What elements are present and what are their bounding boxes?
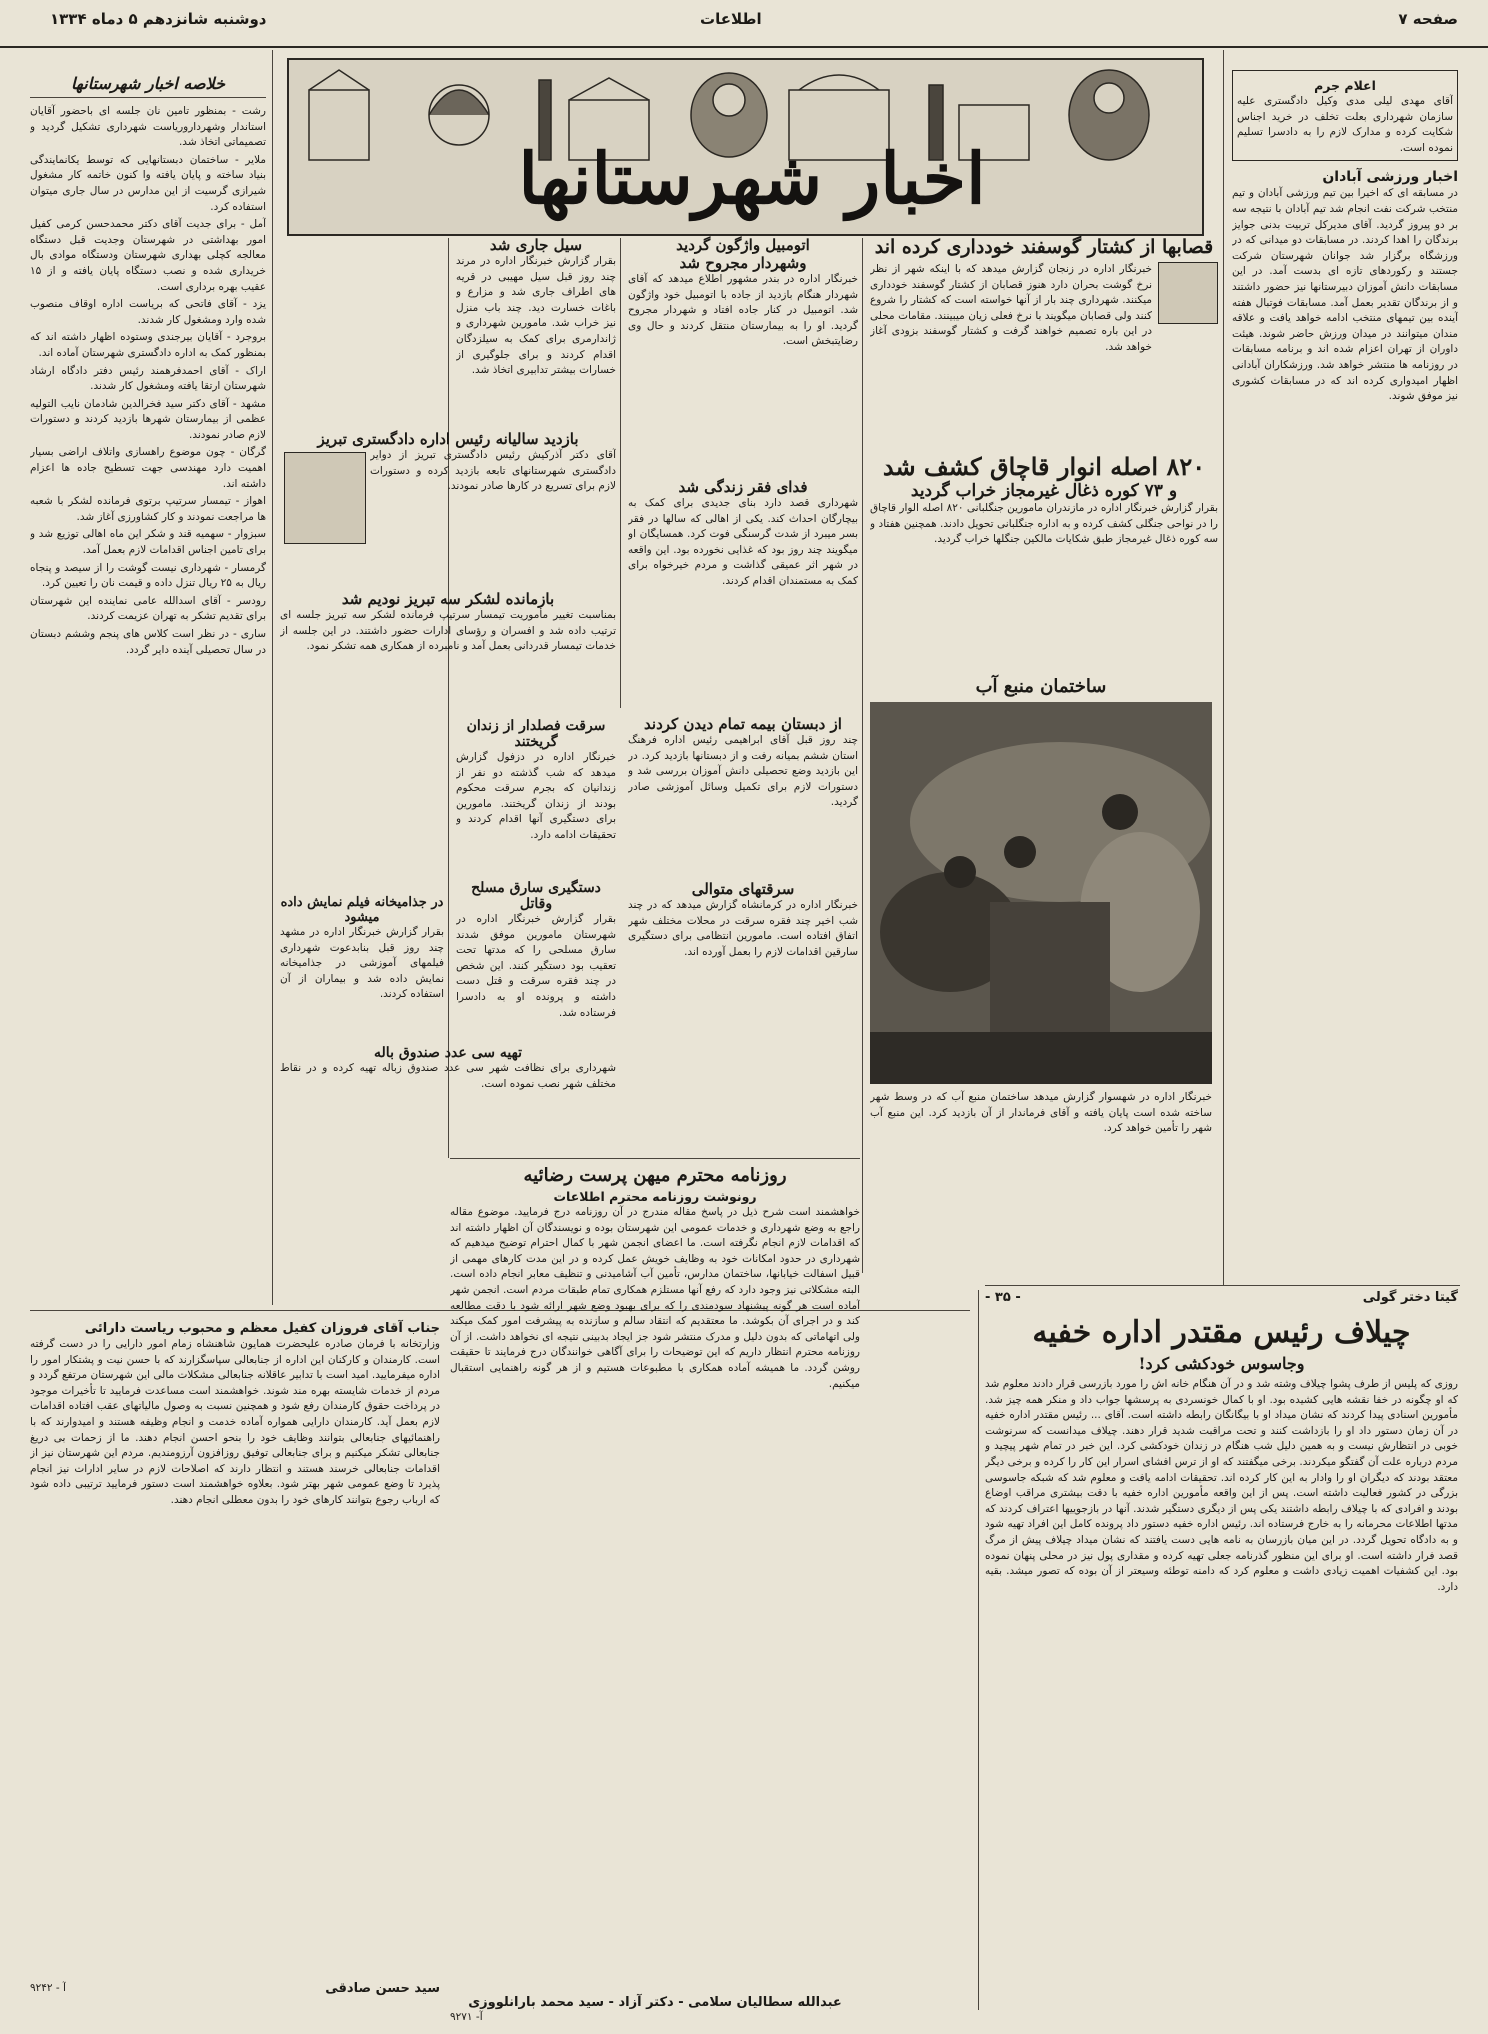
- article-body: خبرنگار اداره در کرمانشاه گزارش میدهد که در چند شب اخیر چند فقره سرقت در محلات مختلف شهر اتفاق افتاده است. مامورین انتظامی برای دستگیری سارقین اقدامات لازم را بعمل آورده اند.: [628, 899, 858, 958]
- letter-subtitle: رونوشت روزنامه محترم اطلاعات: [553, 1189, 757, 1204]
- brief-item: یزد - آقای فاتحی که بریاست اداره اوقاف منصوب شده وارد ومشغول کار شدند.: [30, 298, 266, 326]
- article-title: در جذامیخانه فیلم نمایش داده میشود: [280, 895, 444, 925]
- photo-image: [870, 702, 1212, 1084]
- column-rule: [1223, 50, 1224, 1285]
- left-column: [30, 70, 266, 1305]
- article-bins: [280, 1045, 616, 1156]
- article-subtitle: و ۷۳ کوره ذغال غیرمجاز خراب گردید: [910, 481, 1178, 501]
- article-title: ۸۲۰ اصله انوار قاچاق کشف شد: [882, 452, 1206, 481]
- article-thefts: [628, 880, 858, 1163]
- article-body: بقرار گزارش خبرنگار اداره در شهرستان مامورین موفق شدند سارق مسلحی را که مدتها تحت تعقیب بود دستگیر کنند. این شخص در چند فقره سرقت و قتل دست داشته و پرونده او به دادسرا فرستاده شد.: [456, 913, 616, 1019]
- article-title: بازمانده لشکر سه تبریز نودیم شد: [341, 590, 555, 608]
- letter-title: روزنامه محترم میهن پرست رضائیه: [523, 1165, 787, 1186]
- page-header: [0, 0, 1488, 48]
- letter-to-editor: [450, 1165, 860, 2026]
- brief-item: ملایر - ساختمان دبستانهایی که توسط یکانمایندگی بنیاد ساخته و پایان یافته وا کنون خاتمه کار مشغول شیرازی گرسیت از این مدارس در سال جاری میتوان استفاده کرد.: [30, 153, 266, 213]
- article-butchers: [870, 236, 1218, 412]
- brief-item: آمل - برای جدیت آقای دکتر محمدحسن کرمی کفیل امور بهداشتی در شهرستان وجدیت قبل دستگاه معالجه کچلی بهداری شهرستان ودستگاه موادی بال خریداری شده و نصب دستگاه پایان یافته و از ۱۵ عقیب بهره برداری است.: [30, 218, 266, 293]
- article-subtitle: وشهردار مجروح شد: [679, 254, 807, 272]
- photo-story: [870, 676, 1212, 697]
- article-car: [628, 236, 858, 452]
- photo-caption: خبرنگار اداره در شهسوار گزارش میدهد ساختمان منبع آب که در وسط شهر ساخته شده است پایان یافته و آقای فرماندار از آن بازدید کرد. این منبع آب شهر را تأمین خواهد کرد.: [870, 1091, 1212, 1135]
- notice-box: [1232, 70, 1458, 161]
- article-body: بقرار گزارش خبرنگار اداره در مشهد چند روز قبل بنابدعوت شهرداری فیلمهای آموزشی در جذامیخانه نمایش داده شد و بیماران از آن استفاده کردند.: [280, 926, 444, 1001]
- newspaper-name: اطلاعات: [700, 10, 762, 28]
- serial-title: چیلاف رئیس مقتدر اداره خفیه: [1032, 1315, 1411, 1350]
- brief-item: رودسر - آقای اسدالله عامی نماینده این شهرستان برای تقدیم تشکر به تهران عزیمت کردند.: [30, 594, 266, 623]
- article-robber: [456, 880, 616, 1052]
- article-flood: [456, 236, 616, 434]
- column-rule: [978, 1290, 979, 2010]
- article-film: [280, 895, 444, 1045]
- building-illustration-icon: [284, 452, 366, 544]
- right-column: [1232, 70, 1458, 1280]
- water-tower-photo: [870, 702, 1212, 1084]
- article-title: اتومبیل واژگون گردید: [676, 236, 810, 254]
- notice-body: آقای مهدی لیلی مدی وکیل دادگستری علیه سازمان شهرداری بعلت تخلف در خرید اجناس شکایت کرده و مدارک لازم را به دادسرا تسلیم نموده است.: [1237, 95, 1453, 154]
- sports-body: در مسابقه ای که اخیرا بین تیم ورزشی آبادان و تیم منتخب شرکت نفت انجام شد تیم آبادان با نتیجه سه بر دو پیروز گردید. آقای مدیرکل تربیت بدنی جوایز برندگان را اهدا کردند. در مسابقات دو میدانی که در ورزشگاه برگزار شد جوانان شهرستان شرکت جستند و رکوردهای تازه ای بدست آمد. در این مسابقات دانش آموزان دبیرستانها نیز حضور داشتند و از برندگان تقدیر بعمل آمد. مسابقات فوتبال هفته آینده بین تیمهای منتخب ادامه خواهد یافت و علاقه مندان میتوانند در میدان ورزش حاضر شوند. هیئت داوران از تهران اعزام شده اند و برنامه مسابقات در روزنامه ها منتشر خواهد شد. ورزشکاران آبادانی اظهار امیدواری کرده اند که در مسابقات کشوری نیز موفق شوند.: [1232, 187, 1458, 403]
- brief-item: مشهد - آقای دکتر سید فخرالدین شادمان نایب التولیه عظمی از بیمارستان شهرها بازدید کردند و دستورات لازم صادر نمودند.: [30, 397, 266, 441]
- brief-item: گرمسار - شهرداری نیست گوشت را از سیصد و پنجاه ریال به ۲۵ ریال تنزل داده و قیمت نان را تعیین کرد.: [30, 561, 266, 590]
- article-title: قصابها از کشتار گوسفند خودداری کرده اند: [874, 236, 1214, 258]
- page-number: صفحه ۷: [1398, 10, 1458, 28]
- article-poverty: [628, 478, 858, 706]
- letter-code: آ- ۹۲۷۱: [450, 2011, 483, 2023]
- article-body: بقرار گزارش خبرنگار اداره در مازندران مامورین جنگلبانی ۸۲۰ اصله الوار قاچاق را در نواحی جنگلی کشف کرده و به اداره جنگلبانی تحویل دادند. همچنین هفتاد و سه کوره ذغال غیرمجاز طبق شکایات مالکین جنگلها خراب گردید.: [870, 502, 1218, 546]
- article-inspection: [280, 430, 616, 558]
- section-banner: [287, 58, 1204, 236]
- brief-item: سبزوار - سهمیه قند و شکر این ماه اهالی توزیع شد و برای تامین اجناس اقدامات لازم بعمل آمد.: [30, 528, 266, 557]
- issue-date: دوشنبه شانزدهم ۵ دماه ۱۳۳۴: [50, 10, 267, 28]
- serial-story: [985, 1290, 1458, 1997]
- letter-signatures: عبدالله سطالیان سلامی - دکتر آزاد - سید محمد بارانلووزی: [468, 1995, 842, 2010]
- brief-item: گرگان - چون موضوع راهسازی واتلاف اراضی بسیار اهمیت دارد مهندسی جهت تسطیح جاده ها اعزام داشته اند.: [30, 446, 266, 490]
- article-body: بمناسبت تغییر مأموریت تیمسار سرتیپ فرمانده لشکر سه تبریز جلسه ای ترتیب داده شد و افسران و رؤسای ادارات حضور داشتند. در این جلسه از خدمات تیمسار قدردانی بعمل آمد و نامبرده از همکاری همه تشکر نمود.: [280, 609, 616, 653]
- sports-title: اخبار ورزشی آبادان: [1322, 169, 1458, 186]
- photo-title: ساختمان منبع آب: [975, 676, 1107, 697]
- article-body: شهرداری برای نظافت شهر سی عدد صندوق زباله تهیه کرده و در نقاط مختلف شهر نصب نموده است.: [280, 1062, 616, 1090]
- column-rule: [620, 238, 621, 708]
- letter-body: وزارتخانه با فرمان صادره علیحضرت همایون شاهنشاه زمام امور دارایی را در دست گرفته است. کارمندان و کارکنان این اداره از جنابعالی سپاسگزارند که با حسن نیت و پشتکار امور را اداره میفرمایید. امید است با تدابیر عاقلانه جنابعالی مشکلات مالی این شهرستان مرتفع گردد و مردم از خدمات شایسته بهره مند شوند. خواهشمند است مساعدت فرمایید تا تأخیرات موجود در پرداخت حقوق کارمندان رفع شود و همچنین نسبت به وصول مالیاتهای عقب افتاده اقدامات لازم بعمل آید. کارمندان دارایی همواره آماده خدمت و انجام وظیفه هستند و امیدوارند که با راهنمائیهای جنابعالی بتوانند وظایف خود را بنحو احسن انجام دهند. ما از زحمات بی دریغ جنابعالی تشکر میکنیم و برای جنابعالی توفیق روزافزون آرزومندیم. مردم این شهرستان نیز از اقدامات جنابعالی خرسند هستند و انتظار دارند که اصلاحات لازم در سایر ادارات نیز انجام پذیرد تا وضع عمومی شهر بهتر شود. بعلاوه خواهشمند است دستور فرمایید ترتیبی داده شود که ارباب رجوع بتوانند کارهای خود را بدون معطلی انجام دهند.: [30, 1338, 440, 1506]
- brief-item: اهواز - تیمسار سرتیپ برتوی فرمانده لشکر با شعبه ها مراجعت نمودند و کار کشاورزی آغاز شد.: [30, 495, 266, 523]
- letter-code: آ - ۹۲۴۲: [30, 1982, 66, 1994]
- article-title: دستگیری سارق مسلح وقاتل: [471, 880, 601, 912]
- article-escape: [456, 718, 616, 900]
- brief-item: ساری - در نظر است کلاس های پنجم وششم دبستان در سال تحصیلی آینده دایر گردد.: [30, 628, 266, 656]
- letter-signature: سید حسن صادقی: [325, 1981, 440, 1996]
- city-emblem-icon: [1158, 262, 1218, 324]
- article-title: سرقت فصلدار از زندان گریختند: [466, 718, 606, 750]
- article-body: خبرنگار اداره در بندر مشهور اطلاع میدهد که آقای شهردار هنگام بازدید از جاده با اتومبیل خود واژگون شد. اتومبیل در کنار جاده افتاد و شهردار مجروح گردید. او را به بیمارستان منتقل کردند و حال وی رضایتبخش است.: [628, 273, 858, 348]
- brief-item: رشت - بمنظور تامین نان جلسه ای باحضور آقایان استاندار وشهرداروریاست شهرداری تشکیل گردید و تصمیماتی اتخاذ شد.: [30, 105, 266, 149]
- article-body: شهرداری قصد دارد بنای جدیدی برای کمک به بیچارگان احداث کند. یکی از اهالی که سالها در فقر بسر میبرد از شدت گرسنگی فوت کرد. همسایگان او میگویند چند روز بود که غذایی نخورده بود. این واقعه در شهر اثر عمیقی گذاشت و مردم خیرخواه برای کمک به مستمندان اقدام کردند.: [628, 497, 858, 587]
- serial-number: - ۳۵ -: [985, 1290, 1021, 1305]
- section-rule: [985, 1285, 1460, 1286]
- left-column-body: [30, 102, 266, 1282]
- letter-salutation: جناب آقای فروزان کفیل معظم و محبوب ریاست دارائی: [84, 1321, 440, 1336]
- column-rule: [862, 238, 863, 1273]
- section-title: اخبار شهرستانها: [518, 137, 986, 220]
- notice-title: اعلام جرم: [1314, 78, 1376, 93]
- brief-item: بروجرد - آقایان بیرجندی وستوده اظهار داشته اند که بمنظور کمک به اداره دادگستری شهرستان آماده اند.: [30, 331, 266, 359]
- brief-item: اراک - آقای احمدفرهمند رئیس دفتر دادگاه ارشاد شهرستان ارتقا یافته ومشغول کار شدند.: [30, 364, 266, 393]
- serial-subtitle: وجاسوس خودکشی کرد!: [1138, 1354, 1305, 1373]
- column-rule: [272, 50, 273, 1305]
- article-title: از دبستان بیمه تمام دیدن کردند: [644, 715, 842, 733]
- article-body: آقای دکتر آذرکیش رئیس دادگستری تبریز از دوایر دادگستری شهرستانهای تابعه بازدید کرده و دستورات لازم برای تسریع در کارها صادر نمودند.: [370, 449, 616, 493]
- serial-author: گیتا دختر گولی: [1362, 1290, 1458, 1305]
- letter-finance: [30, 1318, 440, 1997]
- article-title: بازدید سالیانه رئیس اداره دادگستری تبریز: [317, 430, 579, 448]
- article-title: سرقتهای متوالی: [691, 880, 795, 898]
- article-division: [280, 590, 616, 718]
- letter-body: خواهشمند است شرح ذیل در پاسخ مقاله مندرج در آن روزنامه درج فرمایید. موضوع مقاله راجع به وضع شهرداری و خدمات عمومی این شهرستان بوده و نویسندگان آن اظهار داشته اند که اقدامات لازم انجام نگرفته است. ما اعضای انجمن شهر با کمال احترام توضیح میدهیم که شهرداری در حدود امکانات خود به وظایف خویش عمل کرده و در این مدت کارهای مهمی از قبیل اسفالت خیابانها، ساختمان مدارس، تأمین آب آشامیدنی و تنظیف معابر انجام داده است. البته مشکلاتی نیز وجود دارد که رفع آنها مستلزم همکاری تمام طبقات مردم است. انجمن شهر آماده است هر گونه پیشنهاد سودمندی را که برای بهبود وضع شهر ارائه شود با دقت مطالعه کند و در اجرای آن بکوشد. ما معتقدیم که انتقاد سالم و سازنده به پیشرفت امور کمک میکند ولی اتهاماتی که بدون دلیل و مدرک منتشر شود جز ایجاد بدبینی نتیجه ای نخواهد داشت. از آن روزنامه محترم انتظار داریم که این توضیحات را برای آگاهی خوانندگان درج فرمایند تا حقیقت روشن گردد. ما همیشه آماده همکاری با مطبوعات هستیم و از هر گونه راهنمایی استقبال میکنیم.: [450, 1206, 860, 1390]
- article-school: [628, 715, 858, 883]
- serial-body: روزی که پلیس از طرف پشوا چیلاف وشته شد و در آن هنگام خانه اش را مورد بازرسی قرار دادند معلوم شد که او چگونه در خفا نقشه هایی کشیده بود. او با کمال خونسردی به پرسشها جواب داد و منکر همه چیز شد. مأمورین اسنادی پیدا کردند که نشان میداد او با بیگانگان رابطه داشته است. آقای ... رئیس مقتدر اداره خفیه در آن زمان دستور داد او را بازداشت کنند و تحت مراقبت شدید قرار دهند. چیلاف میدانست که سرنوشت خوبی در انتظارش نیست و به همین دلیل شب هنگام در زندان خودکشی کرد. این خبر در تمام شهر پیچید و مردم درباره علت آن گفتگو میکردند. برخی میگفتند که او از ترس افشای اسرار این کار را کرده و برخی دیگر معتقد بودند که دیگران او را وادار به این کار کرده اند. تحقیقات ادامه یافت و معلوم شد که شبکه جاسوسی بزرگی در کشور فعالیت داشته است. پس از این واقعه مأمورین اداره خفیه با دقت بیشتری مراقب اوضاع بودند و افرادی که با چیلاف رابطه داشتند یکی پس از دیگری دستگیر شدند. آنها در بازجوییها اعتراف کردند که مدتها اطلاعات محرمانه را به خارج فرستاده اند. رئیس اداره خفیه دستور داد پرونده کامل این افراد تهیه شود و به دادگاه تحویل گردد. در این میان بازرسان به نامه هایی دست یافتند که نشان میداد چیلاف پیش از مرگ قصد فرار داشته است. او برای این منظور گذرنامه جعلی تهیه کرده و مقداری پول نیز در محلی پنهان نموده بود. این کشفیات اهمیت زیادی داشت و معلوم کرد که دامنه توطئه وسیعتر از آن بوده که تصور میشد. بقیه دارد.: [985, 1378, 1458, 1593]
- article-timber: [870, 452, 1218, 649]
- article-title: سیل جاری شد: [489, 236, 583, 254]
- article-title: تهیه سی عدد صندوق باله: [374, 1045, 522, 1061]
- article-title: فدای فقر زندگی شد: [678, 478, 808, 496]
- left-column-title: خلاصه اخبار شهرستانها: [30, 74, 266, 98]
- article-body: خبرنگار اداره در زنجان گزارش میدهد که با اینکه شهر از نظر نرخ گوشت بحران دارد هنوز قصابان از کشتار گوسفند خودداری میکنند. شهرداری چند بار از آنها خواسته است که کشتار را شروع کنند ولی قصابان میگویند با نرخ فعلی زیان میبینند. مقامات محلی در این باره تصمیم خواهند گرفت و کشتار گوسفند بزودی آغاز خواهد شد.: [870, 263, 1152, 353]
- article-body: بقرار گزارش خبرنگار اداره در مرند چند روز قبل سیل مهیبی در قریه های اطراف جاری شد و مزارع و باغات خسارت دید. چند باب منزل نیز خراب شد. مامورین شهرداری و ژاندارمری برای کمک به سیلزدگان اقدام کردند و برای جلوگیری از خسارات بیشتر تدابیری اتخاذ شد.: [456, 255, 616, 377]
- article-body: خبرنگار اداره در دزفول گزارش میدهد که شب گذشته دو نفر از زندانیان که بجرم سرقت محکوم بودند از زندان گریختند. مامورین برای دستگیری آنها اقدام کردند و تحقیقات ادامه دارد.: [456, 751, 616, 841]
- article-body: چند روز قبل آقای ابراهیمی رئیس اداره فرهنگ استان ششم بمیانه رفت و از دبستانها بازدید کرد. در این بازدید وضع تحصیلی دانش آموزان بررسی شد و دستورات لازم برای تکمیل وسائل آموزشی صادر گردید.: [628, 734, 858, 809]
